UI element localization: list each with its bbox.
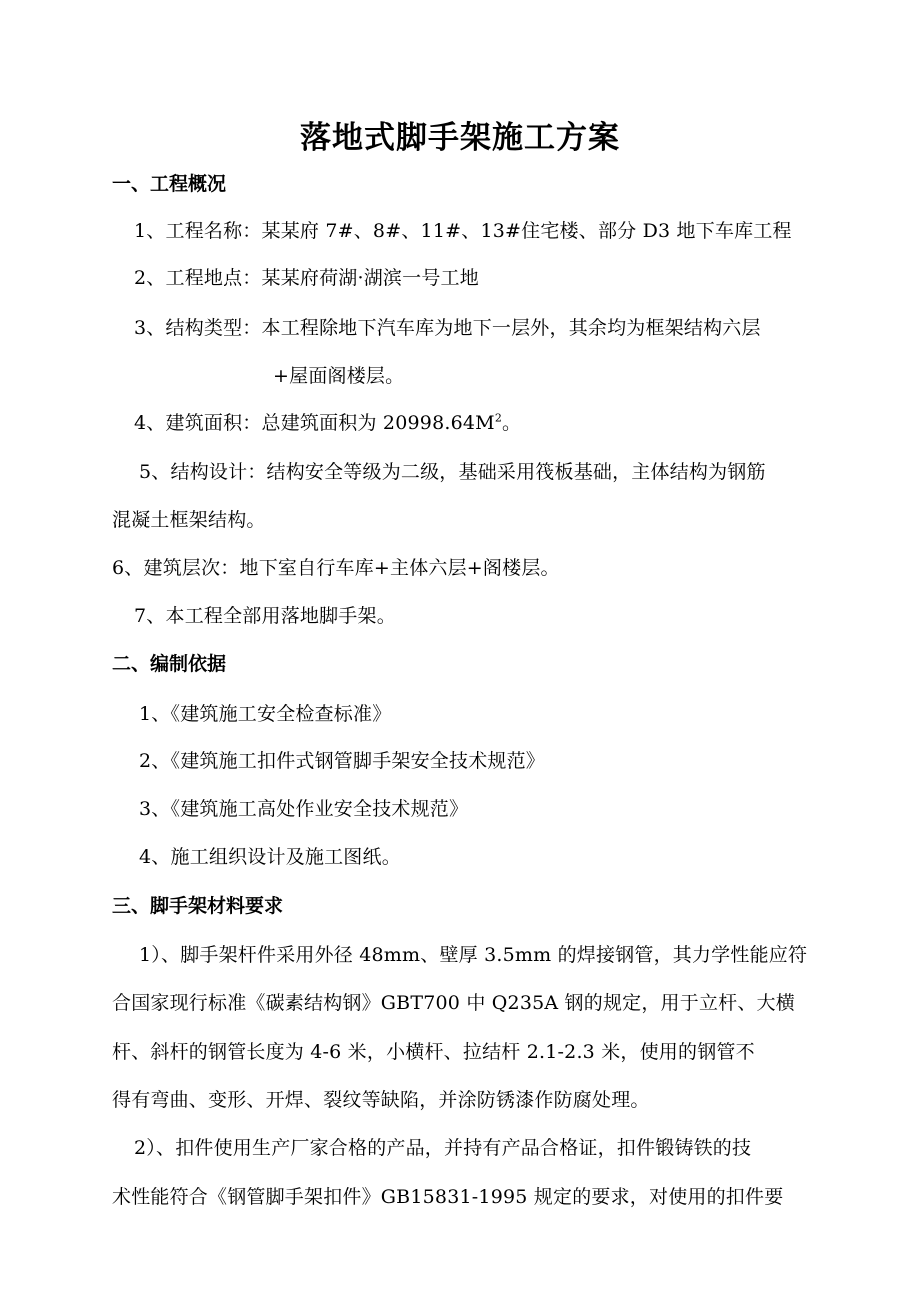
overview-item-structural-design-cont: 混凝土框架结构。 — [112, 509, 266, 531]
overview-item-structure-type: 3、结构类型：本工程除地下汽车库为地下一层外，其余均为框架结构六层 — [134, 317, 761, 339]
section-heading-materials: 三、脚手架材料要求 — [112, 895, 284, 917]
building-area-end: 。 — [502, 412, 522, 434]
materials-paragraph-2-line-1: 2）、扣件使用生产厂家合格的产品，并持有产品合格证，扣件锻铸铁的技 — [134, 1137, 752, 1159]
overview-item-building-area — [134, 411, 521, 435]
overview-item-structure-type-cont: +屋面阁楼层。 — [273, 365, 405, 387]
materials-paragraph-1-line-2: 合国家现行标准《碳素结构钢》GBT700 中 Q235A 钢的规定，用于立杆、大横 — [112, 992, 795, 1014]
overview-item-building-levels: 6、建筑层次：地下室自行车库+主体六层+阁楼层。 — [112, 557, 560, 579]
section-heading-basis: 二、编制依据 — [112, 653, 227, 675]
section-heading-overview: 一、工程概况 — [112, 173, 227, 195]
basis-item-3: 3、《建筑施工高处作业安全技术规范》 — [139, 798, 469, 820]
overview-item-project-name: 1、工程名称：某某府 7#、8#、11#、13#住宅楼、部分 D3 地下车库工程 — [134, 220, 792, 242]
materials-paragraph-1-line-3: 杆、斜杆的钢管长度为 4-6 米，小横杆、拉结杆 2.1-2.3 米，使用的钢管不 — [112, 1041, 755, 1063]
basis-item-2: 2、《建筑施工扣件式钢管脚手架安全技术规范》 — [139, 750, 545, 772]
basis-item-1: 1、《建筑施工安全检查标准》 — [139, 703, 392, 725]
materials-paragraph-2-line-2: 术性能符合《钢管脚手架扣件》GB15831-1995 规定的要求，对使用的扣件要 — [112, 1186, 784, 1208]
building-area-superscript: 2 — [494, 411, 503, 425]
materials-paragraph-1-line-1: 1）、脚手架杆件采用外径 48mm、壁厚 3.5mm 的焊接钢管，其力学性能应符 — [139, 944, 808, 966]
materials-paragraph-1-line-4: 得有弯曲、变形、开焊、裂纹等缺陷，并涂防锈漆作防腐处理。 — [112, 1089, 650, 1111]
basis-item-4: 4、施工组织设计及施工图纸。 — [139, 846, 401, 868]
overview-item-scaffold-type: 7、本工程全部用落地脚手架。 — [134, 605, 396, 627]
overview-item-structural-design: 5、结构设计：结构安全等级为二级，基础采用筏板基础，主体结构为钢筋 — [139, 461, 766, 483]
overview-item-project-location: 2、工程地点：某某府荷湖·湖滨一号工地 — [134, 267, 479, 289]
building-area-text: 4、建筑面积：总建筑面积为 20998.64M — [134, 412, 495, 434]
document-title: 落地式脚手架施工方案 — [300, 120, 620, 156]
